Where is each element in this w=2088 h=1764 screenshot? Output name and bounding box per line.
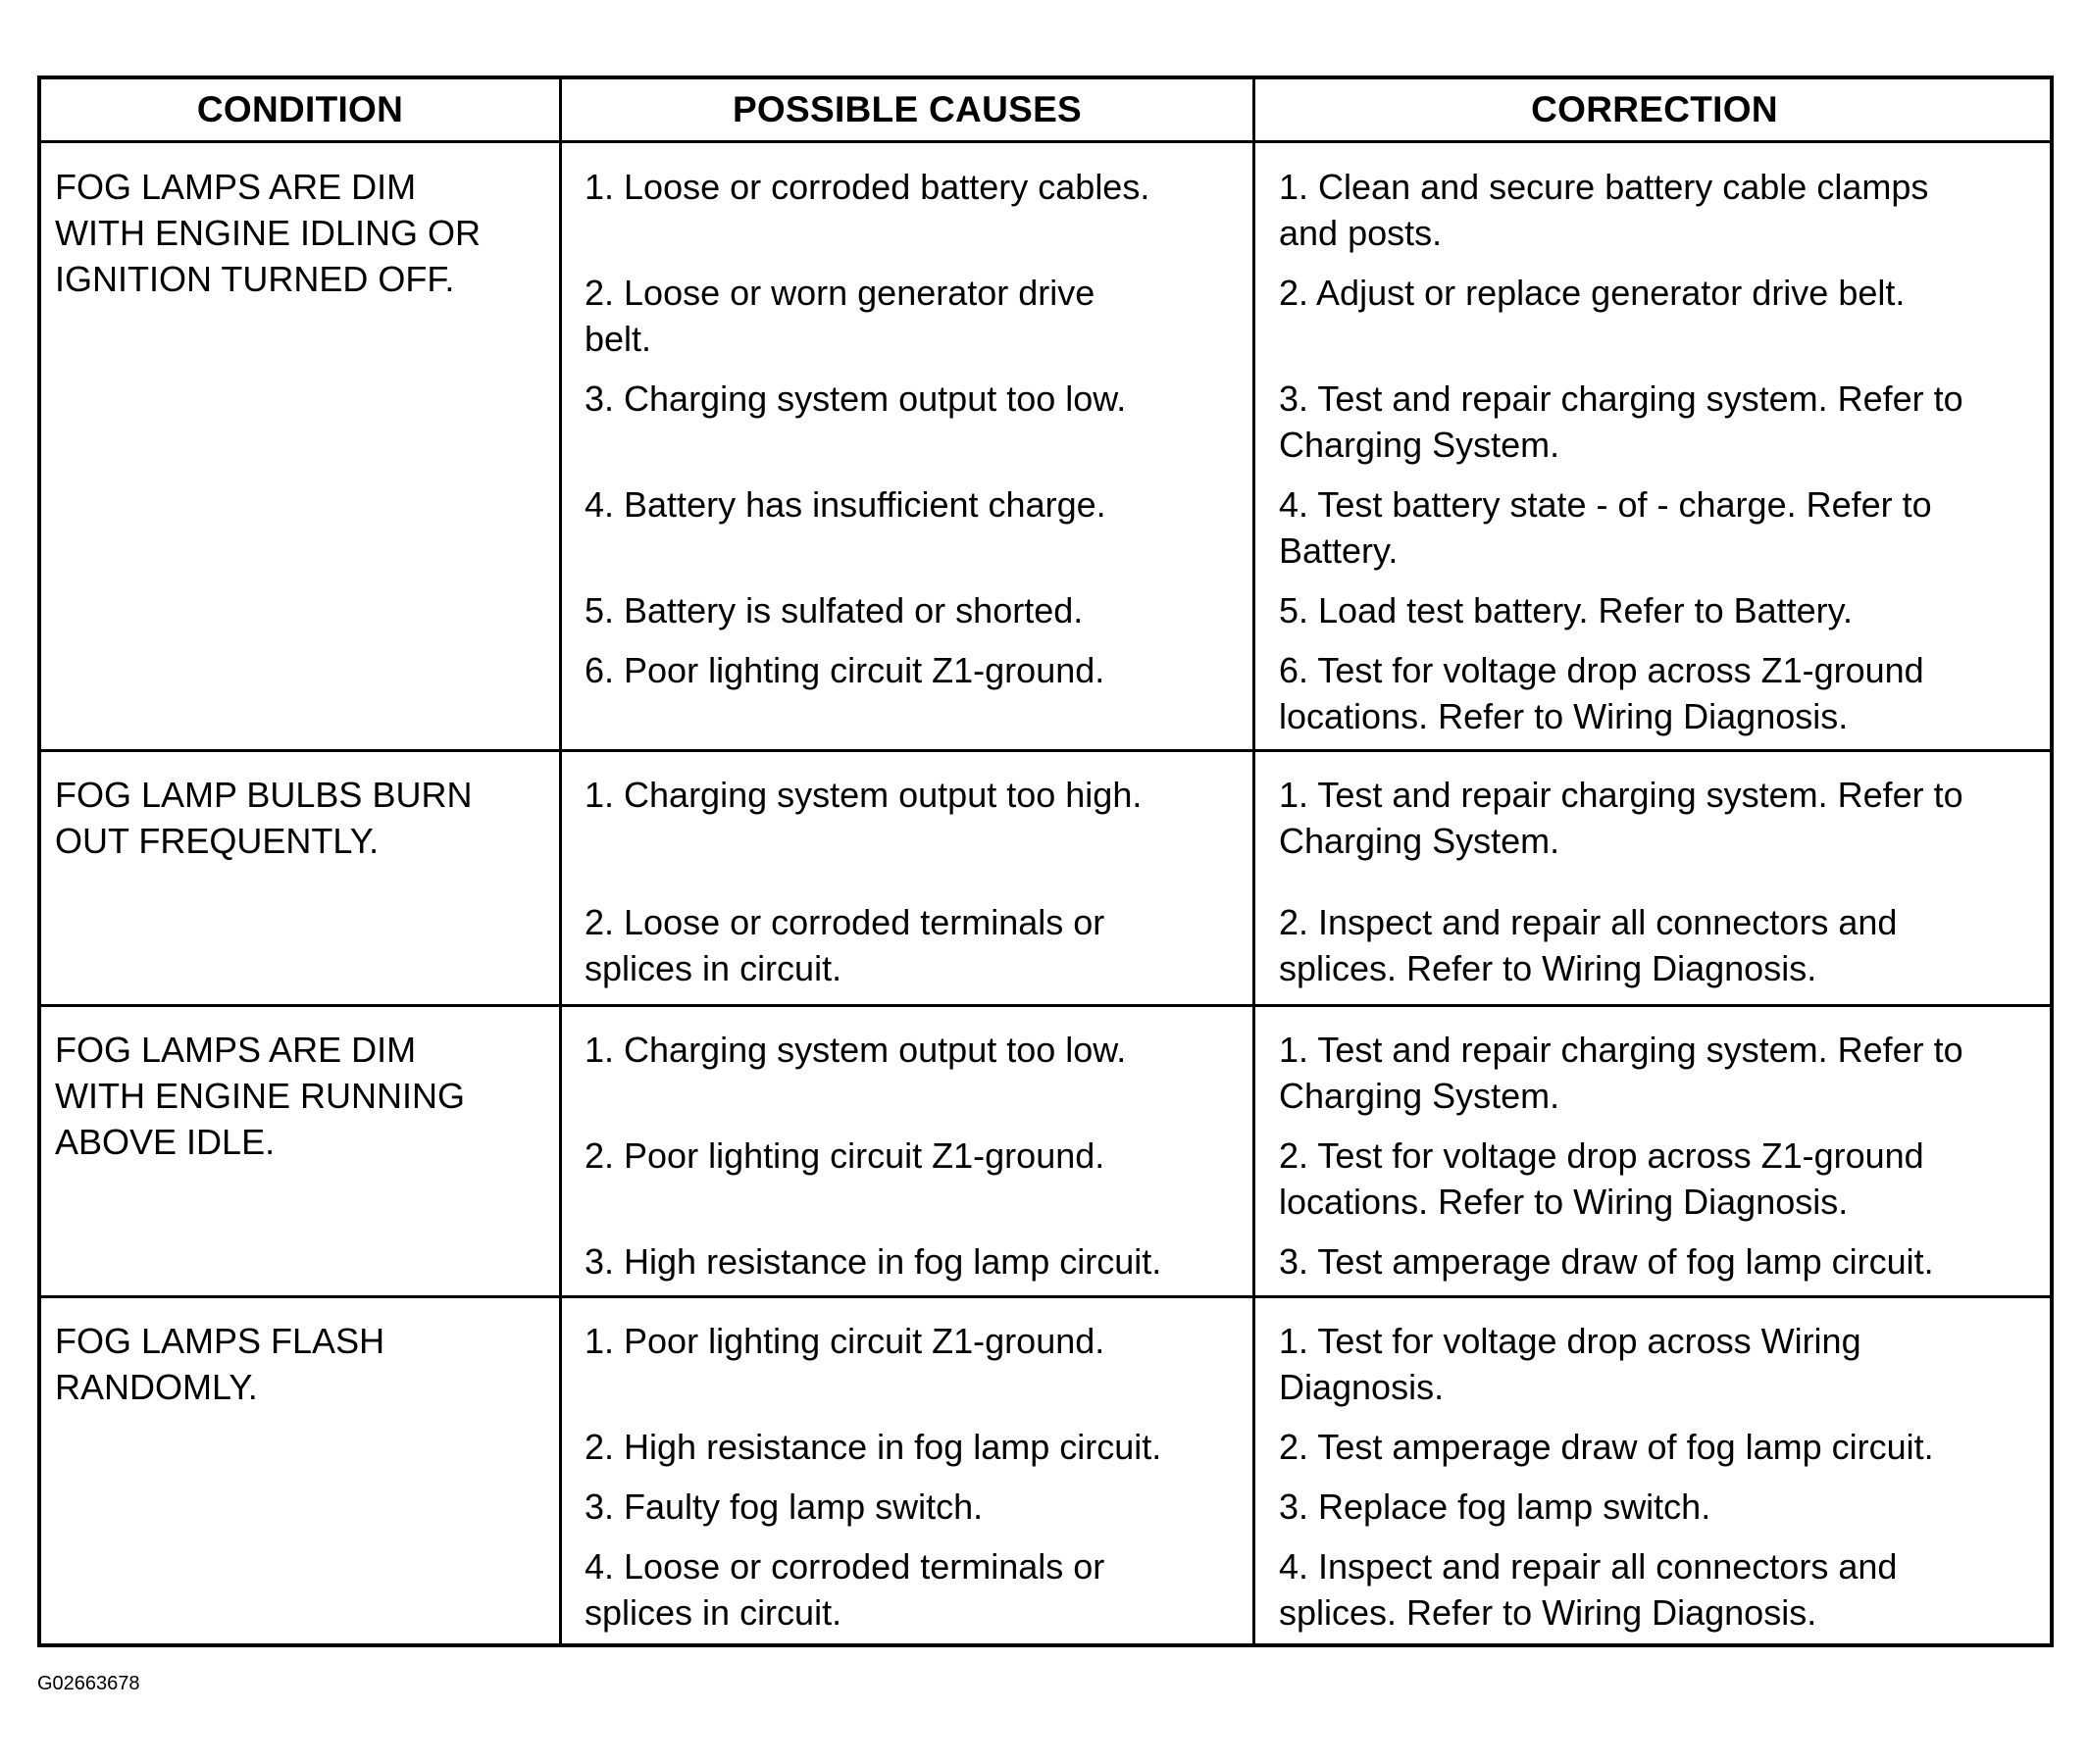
cause-item: 1. Poor lighting circuit Z1-ground.: [585, 1321, 1105, 1361]
correction-item: 2. Adjust or replace generator drive belt.: [1279, 273, 1906, 313]
correction-item: 2. Test amperage draw of fog lamp circuit.: [1279, 1427, 1934, 1467]
header-divider: [41, 140, 2050, 143]
correction-item: 1. Clean and secure battery cable clamps and posts.: [1279, 167, 1929, 253]
correction-item: 3. Test amperage draw of fog lamp circuit.: [1279, 1241, 1934, 1282]
header-possible-causes: POSSIBLE CAUSES: [732, 89, 1083, 129]
figure-id: G02663678: [37, 1673, 140, 1694]
correction-item: 4. Inspect and repair all connectors and splices. Refer to Wiring Diagnosis.: [1279, 1546, 1898, 1633]
diagnosis-table: [37, 76, 2054, 1647]
correction-item: 3. Replace fog lamp switch.: [1279, 1487, 1711, 1527]
row-divider: [41, 1004, 2050, 1007]
condition-cell: FOG LAMP BULBS BURN OUT FREQUENTLY.: [55, 775, 473, 861]
correction-item: 3. Test and repair charging system. Refer to Charging System.: [1279, 378, 1963, 465]
cause-item: 2. Loose or corroded terminals or splices in circuit.: [585, 902, 1105, 988]
correction-item: 5. Load test battery. Refer to Battery.: [1279, 590, 1853, 630]
correction-item: 2. Test for voltage drop across Z1-ground locations. Refer to Wiring Diagnosis.: [1279, 1135, 1924, 1222]
cause-item: 4. Loose or corroded terminals or splices in circuit.: [585, 1546, 1105, 1633]
cause-item: 3. High resistance in fog lamp circuit.: [585, 1241, 1162, 1282]
cause-item: 3. Charging system output too low.: [585, 378, 1127, 419]
cause-item: 5. Battery is sulfated or shorted.: [585, 590, 1084, 630]
condition-cell: FOG LAMPS ARE DIM WITH ENGINE RUNNING ABOVE IDLE.: [55, 1030, 465, 1162]
correction-item: 1. Test and repair charging system. Refer to Charging System.: [1279, 775, 1963, 861]
correction-item: 1. Test for voltage drop across Wiring Diagnosis.: [1279, 1321, 1861, 1407]
correction-item: 4. Test battery state - of - charge. Refer to Battery.: [1279, 484, 1932, 571]
cause-item: 2. Poor lighting circuit Z1-ground.: [585, 1135, 1105, 1176]
cause-item: 2. Loose or worn generator drive belt.: [585, 273, 1095, 359]
cause-item: 1. Charging system output too high.: [585, 775, 1143, 815]
cause-item: 1. Loose or corroded battery cables.: [585, 167, 1150, 207]
cause-item: 6. Poor lighting circuit Z1-ground.: [585, 650, 1105, 690]
correction-item: 1. Test and repair charging system. Refer to Charging System.: [1279, 1030, 1963, 1116]
correction-item: 2. Inspect and repair all connectors and splices. Refer to Wiring Diagnosis.: [1279, 902, 1898, 988]
cause-item: 2. High resistance in fog lamp circuit.: [585, 1427, 1162, 1467]
cause-item: 4. Battery has insufficient charge.: [585, 484, 1106, 525]
condition-cell: FOG LAMPS ARE DIM WITH ENGINE IDLING OR IGNITION TURNED OFF.: [55, 167, 482, 299]
cause-item: 3. Faulty fog lamp switch.: [585, 1487, 984, 1527]
condition-cell: FOG LAMPS FLASH RANDOMLY.: [55, 1321, 385, 1407]
header-condition: CONDITION: [196, 89, 404, 129]
correction-item: 6. Test for voltage drop across Z1-ground locations. Refer to Wiring Diagnosis.: [1279, 650, 1924, 736]
row-divider: [41, 749, 2050, 752]
cause-item: 1. Charging system output too low.: [585, 1030, 1127, 1070]
header-correction: CORRECTION: [1531, 89, 1778, 129]
row-divider: [41, 1295, 2050, 1298]
